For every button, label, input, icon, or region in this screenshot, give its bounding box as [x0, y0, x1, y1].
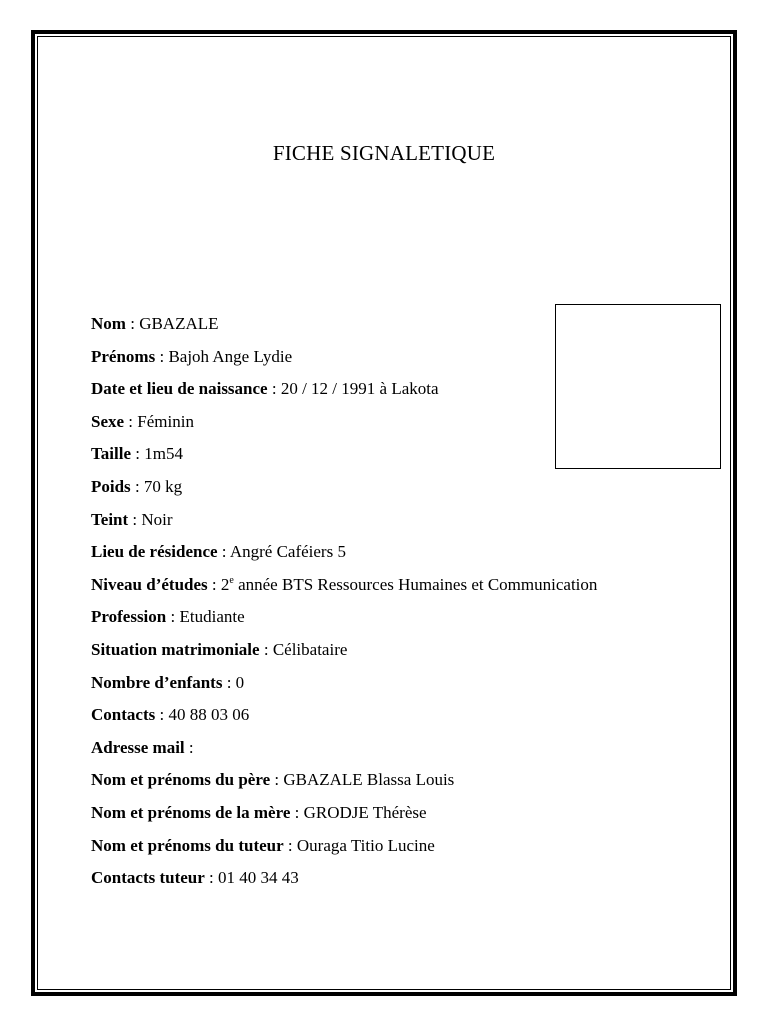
- field-separator: :: [124, 411, 138, 431]
- field-nom-prenoms-tuteur: [91, 832, 597, 865]
- field-nom: [91, 310, 597, 343]
- field-poids: [91, 473, 597, 506]
- field-separator: :: [267, 379, 281, 399]
- field-label: Poids: [91, 476, 131, 496]
- field-value: GBAZALE: [139, 314, 219, 333]
- field-separator: :: [184, 737, 194, 757]
- field-taille: [91, 440, 597, 473]
- field-label: Teint: [91, 509, 129, 529]
- field-label: Contacts: [91, 705, 156, 725]
- field-situation-matrimoniale: [91, 636, 597, 669]
- field-value: Noir: [141, 509, 173, 529]
- field-separator: :: [217, 542, 230, 562]
- field-value: Bajoh Ange Lydie: [168, 346, 293, 366]
- field-label: Contacts tuteur: [91, 868, 205, 888]
- field-lieu-residence: [91, 538, 597, 571]
- field-value-superscript: e: [229, 574, 234, 586]
- field-prenoms: [91, 343, 597, 376]
- field-separator: :: [207, 574, 221, 594]
- field-contacts-tuteur: [91, 864, 597, 897]
- field-label: Adresse mail: [91, 737, 185, 757]
- field-separator: :: [155, 705, 169, 725]
- field-separator: :: [204, 868, 219, 888]
- field-label: Situation matrimoniale: [91, 639, 260, 659]
- field-separator: :: [131, 444, 145, 464]
- field-label: Taille: [91, 444, 131, 464]
- field-date-lieu-naissance: [91, 375, 597, 408]
- field-value: Célibataire: [272, 639, 348, 659]
- field-label: Sexe: [91, 411, 125, 431]
- field-separator: :: [290, 802, 304, 822]
- field-value: Angré Caféiers 5: [229, 542, 346, 562]
- field-separator: :: [155, 346, 169, 366]
- field-value-prefix: 2: [220, 574, 230, 594]
- field-sexe: [91, 408, 597, 441]
- field-teint: [91, 506, 597, 539]
- field-nombre-enfants: [91, 669, 597, 702]
- document-title: FICHE SIGNALETIQUE: [272, 141, 496, 165]
- field-label: Prénoms: [91, 346, 156, 366]
- field-separator: :: [166, 607, 180, 627]
- field-separator: :: [259, 639, 273, 659]
- field-label: Nom: [91, 314, 126, 333]
- field-label: Profession: [91, 607, 167, 627]
- field-value: 20 / 12 / 1991 à Lakota: [280, 379, 439, 399]
- field-value: 1m54: [144, 444, 183, 464]
- field-separator: :: [283, 835, 297, 855]
- field-value: 0: [235, 672, 245, 692]
- field-separator: :: [128, 509, 142, 529]
- field-label: Nom et prénoms du père: [91, 770, 271, 790]
- field-value: Féminin: [137, 411, 194, 431]
- field-value: 40 88 03 06: [168, 705, 250, 725]
- field-label: Date et lieu de naissance: [91, 379, 268, 399]
- field-separator: :: [125, 314, 140, 333]
- field-adresse-mail: [91, 734, 597, 767]
- field-separator: :: [130, 476, 144, 496]
- field-nom-prenoms-mere: [91, 799, 597, 832]
- field-label: Lieu de résidence: [91, 542, 218, 562]
- field-label: Nom et prénoms du tuteur: [91, 835, 284, 855]
- field-label: Niveau d’études: [91, 574, 208, 594]
- field-label: Nombre d’enfants: [91, 672, 223, 692]
- field-value: 01 40 34 43: [218, 868, 299, 888]
- field-contacts: [91, 701, 597, 734]
- fields-list: [91, 310, 597, 897]
- field-value: année BTS Ressources Humaines et Communication: [233, 574, 598, 594]
- field-separator: :: [222, 672, 236, 692]
- field-profession: [91, 603, 597, 636]
- field-separator: :: [270, 770, 284, 790]
- field-label: Nom et prénoms de la mère: [91, 802, 291, 822]
- field-value: GBAZALE Blassa Louis: [283, 770, 455, 790]
- field-value: GRODJE Thérèse: [303, 802, 427, 822]
- field-value: 70 kg: [143, 476, 183, 496]
- field-niveau-etudes: [91, 571, 597, 604]
- field-nom-prenoms-pere: [91, 766, 597, 799]
- field-value: Etudiante: [179, 607, 245, 627]
- field-value: Ouraga Titio Lucine: [296, 835, 435, 855]
